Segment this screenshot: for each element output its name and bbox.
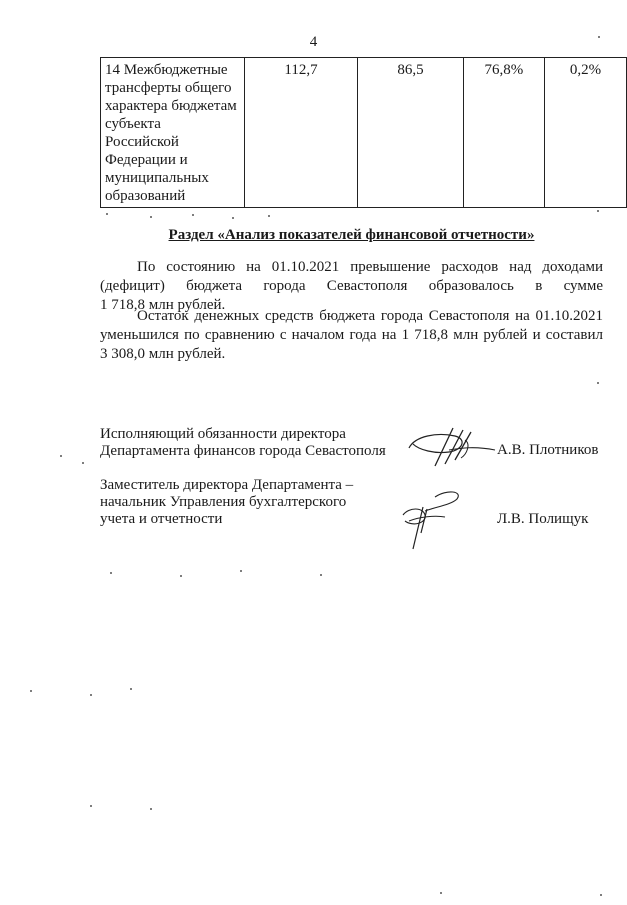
cell-name-line: Федерации и — [105, 152, 188, 168]
position-line: Заместитель директора Департамента – — [100, 477, 354, 493]
scan-speck — [60, 455, 62, 457]
scan-speck — [598, 36, 600, 38]
scan-speck — [150, 216, 152, 218]
table-cell-share: 0,2% — [544, 58, 626, 208]
table-row — [101, 58, 627, 208]
scan-speck — [82, 462, 84, 464]
scan-speck — [90, 694, 92, 696]
position-line: учета и отчетности — [100, 511, 223, 527]
scan-speck — [106, 213, 108, 215]
signer-position-2 — [100, 477, 353, 528]
scan-speck — [240, 570, 242, 572]
scan-speck — [597, 382, 599, 384]
cell-name-line: трансферты общего — [105, 80, 232, 96]
paragraph-line: (дефицит) бюджета города Севастополя образовалось в сумме — [100, 278, 603, 294]
table-cell-value2: 86,5 — [358, 58, 464, 208]
paragraph-balance — [100, 307, 603, 364]
paragraph-line: По состоянию на 01.10.2021 превышение расходов над доходами — [137, 259, 603, 275]
budget-table — [100, 57, 627, 208]
paragraph-line: 3 308,0 млн рублей. — [100, 346, 226, 362]
scan-speck — [232, 217, 234, 219]
scan-speck — [600, 894, 602, 896]
position-line: Исполняющий обязанности директора — [100, 426, 346, 442]
scan-speck — [597, 210, 599, 212]
cell-name-line: муниципальных — [105, 170, 209, 186]
table-cell-value1: 112,7 — [244, 58, 357, 208]
scan-speck — [320, 574, 322, 576]
handwritten-signature-1 — [405, 420, 497, 475]
page-number: 4 — [309, 34, 318, 50]
scan-speck — [192, 214, 194, 216]
scan-speck — [30, 690, 32, 692]
paragraph-line: уменьшился по сравнению с началом года на 1 718,8 млн рублей и составил — [100, 327, 603, 343]
section-title: Раздел «Анализ показателей финансовой отчетности» — [168, 227, 535, 243]
scan-speck — [440, 892, 442, 894]
position-line: Департамента финансов города Севастополя — [100, 443, 386, 459]
signer-position-1 — [100, 426, 386, 460]
scan-speck — [90, 805, 92, 807]
table-cell-percent: 76,8% — [463, 58, 544, 208]
cell-name-line: Российской — [105, 134, 179, 150]
signer-name-2: Л.В. Полищук — [497, 511, 589, 527]
scan-speck — [180, 575, 182, 577]
table-cell-name — [101, 58, 245, 208]
signer-name-1: А.В. Плотников — [497, 442, 599, 458]
scan-speck — [268, 215, 270, 217]
paragraph-line: 1 718,8 млн рублей. — [100, 297, 226, 313]
scan-speck — [150, 808, 152, 810]
scan-speck — [130, 688, 132, 690]
cell-name-line: образований — [105, 188, 186, 204]
cell-name-line: 14 Межбюджетные — [105, 62, 228, 78]
position-line: начальник Управления бухгалтерского — [100, 494, 347, 510]
scan-speck — [110, 572, 112, 574]
handwritten-signature-2 — [395, 487, 467, 552]
cell-name-line: субъекта — [105, 116, 161, 132]
paragraph-line: Остаток денежных средств бюджета города Севастополя на 01.10.2021 — [137, 308, 603, 324]
cell-name-line: характера бюджетам — [105, 98, 237, 114]
